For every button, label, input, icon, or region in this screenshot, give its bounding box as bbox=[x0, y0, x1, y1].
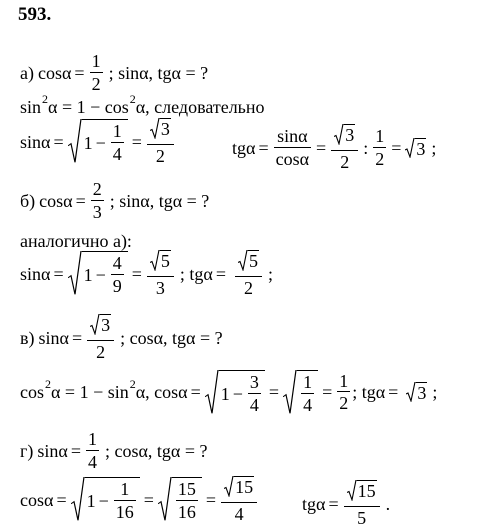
one: 1 bbox=[83, 265, 93, 286]
denominator: 2 bbox=[244, 277, 253, 298]
fraction bbox=[114, 480, 136, 522]
one: 1 bbox=[86, 491, 96, 512]
radicand: 15 bbox=[235, 477, 254, 497]
numerator: 1 bbox=[339, 370, 349, 391]
cos-text: cos bbox=[20, 382, 44, 403]
fraction bbox=[301, 373, 314, 415]
sqrt-expression bbox=[347, 480, 377, 501]
sqrt-expression bbox=[158, 477, 202, 522]
equals-sign: = bbox=[316, 137, 327, 158]
denominator: 4 bbox=[234, 503, 244, 524]
denominator: 2 bbox=[155, 145, 165, 166]
result-fraction bbox=[147, 118, 174, 166]
tg-lhs: ; tgα bbox=[352, 382, 386, 403]
denominator: 2 bbox=[96, 341, 106, 362]
period: . bbox=[385, 493, 391, 514]
part-d-label: г) bbox=[20, 440, 34, 461]
equals-sign: = bbox=[53, 263, 64, 284]
numerator: 4 bbox=[112, 253, 122, 274]
radicand: 5 bbox=[160, 251, 170, 271]
identity-tail: α, cosα bbox=[135, 382, 188, 403]
result-fraction bbox=[147, 250, 174, 298]
sqrt-expression bbox=[90, 314, 111, 335]
denominator: 2 bbox=[339, 393, 349, 414]
denominator: 2 bbox=[91, 73, 101, 94]
semicolon: ; bbox=[432, 382, 438, 403]
sqrt-expression bbox=[334, 124, 355, 145]
equals-sign: = bbox=[388, 382, 399, 403]
equals-sign: = bbox=[53, 131, 64, 152]
numerator: 1 bbox=[120, 479, 130, 500]
denominator: 4 bbox=[249, 394, 259, 415]
radicand: 3 bbox=[417, 383, 427, 404]
sin-lhs: sinα bbox=[20, 263, 51, 284]
numerator: 1 bbox=[87, 429, 97, 449]
equals-sign: = bbox=[74, 62, 85, 83]
find-text: ; sinα, tgα = ? bbox=[108, 62, 209, 83]
equals-sign: = bbox=[71, 327, 83, 348]
exponent: 2 bbox=[129, 377, 136, 392]
exponent: 2 bbox=[129, 92, 136, 106]
tg-fraction bbox=[235, 250, 262, 298]
sqrt-expression bbox=[283, 370, 318, 415]
minus-sign: − bbox=[95, 133, 106, 154]
given-lhs: sinα bbox=[38, 327, 69, 348]
radicand: 3 bbox=[416, 138, 426, 159]
tg-fraction bbox=[344, 480, 380, 528]
tg-lhs: tgα bbox=[302, 493, 326, 514]
part-c-cos-result bbox=[20, 370, 437, 415]
denominator: 5 bbox=[357, 507, 367, 528]
one: 1 bbox=[83, 133, 93, 154]
sin-over-cos-fraction bbox=[274, 127, 311, 169]
sin-text: sin bbox=[20, 97, 42, 117]
fraction bbox=[337, 372, 350, 414]
exponent: 2 bbox=[42, 92, 49, 106]
part-d-given bbox=[20, 430, 207, 472]
part-a-tg-result bbox=[232, 124, 436, 172]
tg-lhs: tgα bbox=[232, 137, 256, 158]
find-text: ; sinα, tgα = ? bbox=[109, 190, 210, 211]
radicand: 15 bbox=[357, 481, 376, 501]
part-b-sin-result bbox=[20, 250, 273, 298]
given-fraction bbox=[90, 52, 103, 94]
radicand: 5 bbox=[249, 251, 258, 271]
sin-lhs: sinα bbox=[20, 131, 51, 152]
sqrt-expression bbox=[68, 119, 128, 164]
numerator: 1 bbox=[112, 121, 122, 142]
sqrt-expression bbox=[150, 118, 171, 139]
one: 1 bbox=[220, 383, 230, 404]
minus-sign: − bbox=[95, 265, 106, 286]
minus-sign: − bbox=[98, 491, 109, 512]
fraction bbox=[111, 254, 124, 296]
denominator: 4 bbox=[303, 394, 313, 415]
part-d-cos-result bbox=[20, 476, 259, 524]
identity-text: α = 1 − sin bbox=[51, 382, 129, 403]
equals-sign: = bbox=[75, 190, 86, 211]
sqrt-expression bbox=[68, 251, 128, 296]
identity-tail: α, следовательно bbox=[135, 97, 265, 117]
given-fraction bbox=[87, 314, 114, 362]
cos-lhs: cosα bbox=[20, 489, 54, 510]
equals-sign: = bbox=[70, 440, 81, 461]
numerator: 3 bbox=[249, 372, 259, 392]
equals-sign: = bbox=[143, 489, 154, 510]
semicolon: ; bbox=[268, 263, 274, 284]
equals-sign: = bbox=[391, 137, 402, 158]
part-a-identity bbox=[20, 92, 265, 117]
equals-sign: = bbox=[215, 263, 226, 284]
numerator: 1 bbox=[375, 125, 385, 146]
denominator: 2 bbox=[375, 148, 385, 169]
given-lhs: cosα bbox=[39, 190, 73, 211]
given-fraction bbox=[86, 430, 99, 472]
part-b-note: аналогично а): bbox=[20, 231, 132, 251]
sqrt-expression bbox=[238, 250, 259, 271]
radicand: 3 bbox=[101, 315, 111, 335]
radicand: 3 bbox=[345, 125, 355, 145]
part-d-tg-result bbox=[302, 480, 390, 528]
problem-number: 593. bbox=[18, 4, 52, 25]
given-lhs: cosα bbox=[37, 62, 72, 83]
minus-sign: − bbox=[232, 383, 243, 404]
fraction bbox=[176, 480, 198, 522]
equals-sign: = bbox=[258, 137, 269, 158]
denominator: 2 bbox=[340, 151, 350, 172]
exponent: 2 bbox=[45, 377, 51, 392]
part-b-label: б) bbox=[20, 190, 36, 211]
denominator: 4 bbox=[87, 451, 97, 472]
find-text: ; cosα, tgα = ? bbox=[120, 327, 223, 348]
radicand: 3 bbox=[160, 119, 170, 139]
division-sign: : bbox=[363, 137, 369, 158]
numerator: 1 bbox=[303, 372, 313, 392]
denominator: 16 bbox=[177, 502, 196, 523]
fraction bbox=[373, 127, 386, 169]
fraction bbox=[111, 122, 124, 164]
equals-sign: = bbox=[328, 493, 339, 514]
equals-sign: = bbox=[56, 489, 67, 510]
numerator: 15 bbox=[177, 479, 196, 500]
fraction bbox=[331, 124, 358, 172]
numerator: sinα bbox=[277, 125, 308, 146]
given-fraction bbox=[91, 180, 104, 222]
fraction bbox=[248, 373, 261, 415]
denominator: 3 bbox=[155, 277, 165, 298]
identity-text: α = 1 − cos bbox=[48, 97, 129, 117]
equals-sign: = bbox=[322, 382, 333, 403]
result-fraction bbox=[221, 476, 257, 524]
find-text: ; cosα, tgα = ? bbox=[104, 440, 208, 461]
part-a-label: а) bbox=[20, 62, 34, 83]
tg-lhs: ; tgα bbox=[179, 263, 213, 284]
part-b-given bbox=[20, 180, 209, 222]
equals-sign: = bbox=[190, 382, 201, 403]
given-lhs: sinα bbox=[37, 440, 68, 461]
denominator: 4 bbox=[112, 144, 122, 165]
sqrt-expression bbox=[71, 477, 140, 522]
part-a-given bbox=[20, 52, 208, 94]
part-c-label: в) bbox=[20, 327, 35, 348]
equals-sign: = bbox=[131, 131, 142, 152]
sqrt-expression bbox=[405, 138, 426, 158]
sqrt-expression bbox=[224, 476, 254, 497]
sqrt-expression bbox=[406, 382, 427, 402]
numerator: 2 bbox=[92, 179, 102, 199]
numerator: 1 bbox=[91, 51, 101, 71]
part-a-sin-result bbox=[20, 118, 176, 166]
sqrt-expression bbox=[205, 370, 265, 415]
denominator: 3 bbox=[92, 201, 102, 222]
sqrt-expression bbox=[150, 250, 171, 271]
denominator: cosα bbox=[275, 148, 310, 169]
equals-sign: = bbox=[205, 489, 217, 510]
denominator: 9 bbox=[112, 276, 122, 297]
part-c-given bbox=[20, 314, 223, 362]
equals-sign: = bbox=[131, 263, 142, 284]
denominator: 16 bbox=[115, 502, 134, 523]
semicolon: ; bbox=[431, 137, 437, 158]
equals-sign: = bbox=[268, 382, 280, 403]
